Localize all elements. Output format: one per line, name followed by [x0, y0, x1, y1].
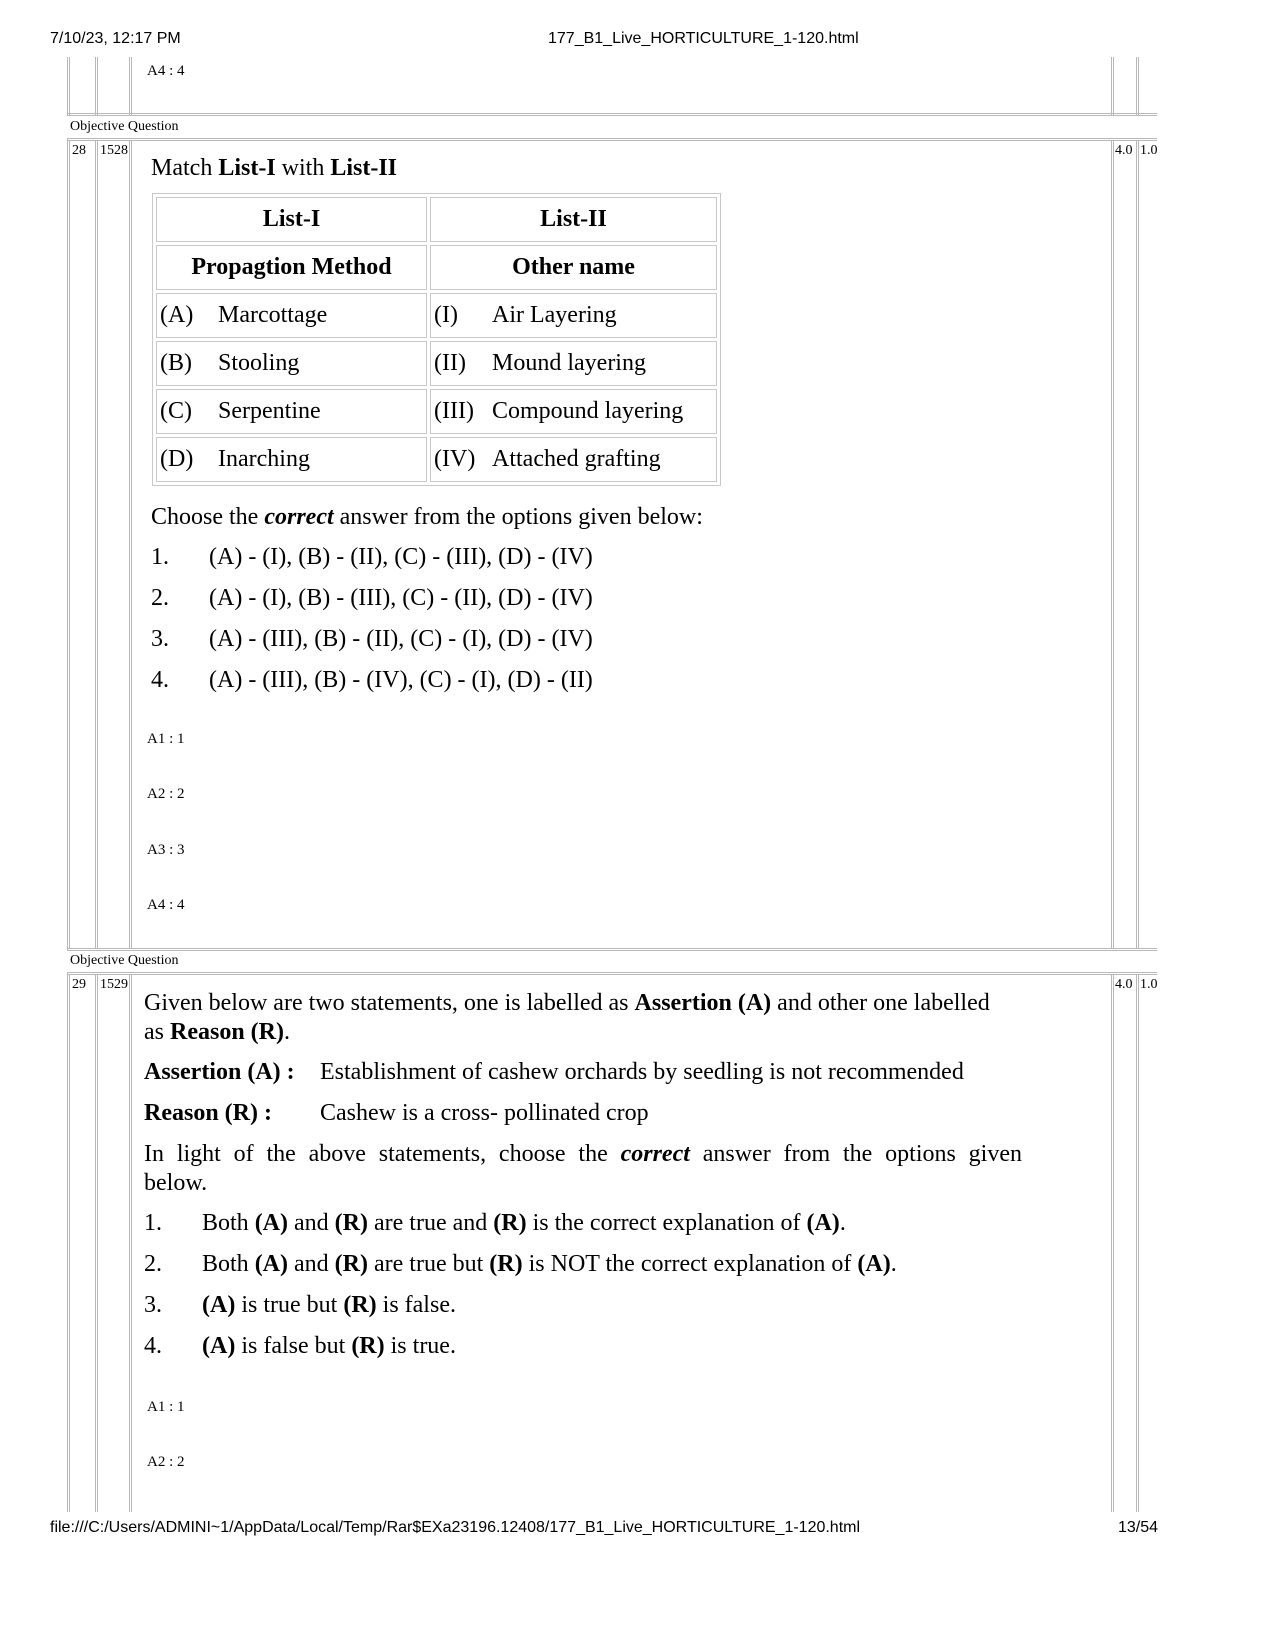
q28-intro: Match List-I with List-II: [151, 155, 398, 181]
q28-answer-2: A2 : 2: [147, 786, 185, 802]
print-datetime: 7/10/23, 12:17 PM: [50, 30, 181, 47]
q28-negative-marks: 1.0: [1140, 143, 1158, 158]
q29-serial-number: 29: [72, 977, 86, 992]
q28-serial-number: 28: [72, 143, 86, 158]
q29-answer-1: A1 : 1: [147, 1399, 185, 1415]
q28-section-label: Objective Question: [70, 119, 179, 134]
q29-intro-line-1: Given below are two statements, one is labelled as Assertion (A) and other one labelled: [144, 990, 990, 1016]
col1-header: List-I: [156, 197, 427, 242]
col2-subheader: Other name: [430, 245, 717, 290]
q28-match-table: [152, 193, 721, 486]
q29-marks: 4.0: [1115, 977, 1133, 992]
table-row: (C) Serpentine (III) Compound layering: [156, 389, 717, 434]
print-page-number: 13/54: [1118, 1519, 1159, 1536]
q29-negative-marks: 1.0: [1140, 977, 1158, 992]
table-row: (A) Marcottage (I) Air Layering: [156, 293, 717, 338]
q29-instruction-line-2: below.: [144, 1170, 208, 1196]
q28-answer-3: A3 : 3: [147, 842, 185, 858]
prev-answer-4: A4 : 4: [147, 63, 185, 79]
q29-answer-2: A2 : 2: [147, 1454, 185, 1470]
q28-marks: 4.0: [1115, 143, 1133, 158]
col1-subheader: Propagtion Method: [156, 245, 427, 290]
q28-choose-prompt: Choose the correct answer from the options given below:: [151, 504, 703, 530]
print-title: 177_B1_Live_HORTICULTURE_1-120.html: [548, 30, 859, 47]
q28-answer-4: A4 : 4: [147, 897, 185, 913]
q29-section-label: Objective Question: [70, 953, 179, 968]
q29-question-id: 1529: [100, 977, 128, 992]
q28-question-id: 1528: [100, 143, 128, 158]
q29-instruction-line-1: In light of the above statements, choose the correct answer from the options given: [144, 1141, 1023, 1167]
q28-answer-1: A1 : 1: [147, 731, 185, 747]
print-file-path: file:///C:/Users/ADMINI~1/AppData/Local/Temp/Rar$EXa23196.12408/177_B1_Live_HORTICULTURE_1-120.html: [50, 1519, 861, 1536]
table-row: (D) Inarching (IV) Attached grafting: [156, 437, 717, 482]
table-row: (B) Stooling (II) Mound layering: [156, 341, 717, 386]
q29-intro-line-2: as Reason (R).: [144, 1019, 290, 1045]
col2-header: List-II: [430, 197, 717, 242]
